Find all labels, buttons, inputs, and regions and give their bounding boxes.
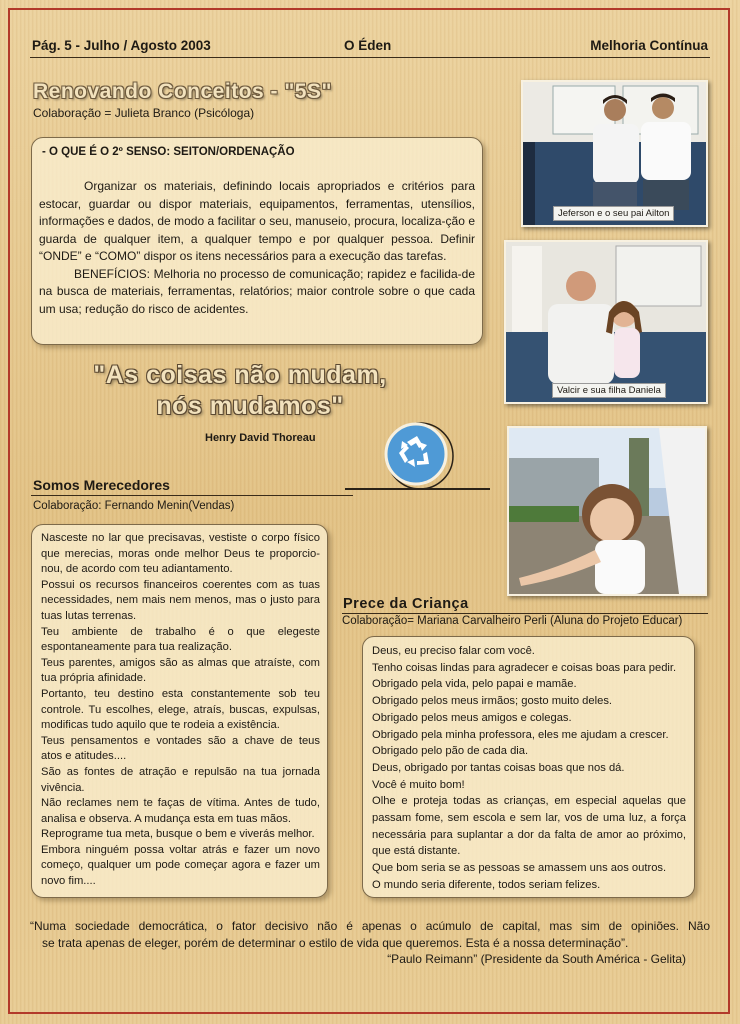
prece-title: Prece da Criança: [343, 596, 469, 612]
seiton-text: [39, 178, 475, 318]
renovando-collab: Colaboração = Julieta Branco (Psicóloga): [33, 106, 255, 120]
header-publication: O Éden: [344, 38, 392, 53]
merecedores-para-6: Teus pensamentos e vontades são a chave de teus atos e atitudes....: [41, 734, 320, 763]
thoreau-author: Henry David Thoreau: [205, 432, 316, 444]
merecedores-rule: [31, 495, 353, 496]
prece-line-7: Obrigado pelo pão de cada dia.: [372, 745, 529, 758]
seiton-box: [31, 137, 483, 345]
prece-text: [372, 643, 686, 894]
merecedores-para-1: Nasceste no lar que precisavas, vestiste o corpo físico que merecias, moras onde melhor Deus te proporcio-nou, de acordo com teu adiantamento.: [41, 532, 320, 576]
thoreau-quote: [40, 360, 440, 422]
header-section: Melhoria Contínua: [590, 38, 708, 53]
renovando-title: Renovando Conceitos - "5S": [33, 80, 332, 103]
footer-quote-line-2: se trata apenas de eleger, porém de determinar o estilo de vida que queremos. Esta é a nossa determinação”.: [42, 935, 629, 950]
prece-line-2: Tenho coisas lindas para agradecer e coisas boas para pedir.: [372, 661, 677, 674]
seiton-para-1: Organizar os materiais, definindo locais apropriados e critérios para estocar, guardar ou dispor materiais, equipamentos, ferramentas, utensílios, informações e dados, de modo a facilitar o seu, manuseio, procura, localiza-ção e guarda de qualquer item, a qualquer tempo e por qualquer pessoa. Definir “ONDE” e “COMO” dispor os itens necessários para a execução das tarefas.: [39, 179, 475, 263]
merecedores-para-8: Não reclames nem te faças de vítima. Antes de tudo, analisa e observa. A mudança esta em tuas mãos.: [41, 797, 320, 825]
merecedores-para-3: Teu ambiente de trabalho é o que elegeste espontaneamente para tua realização.: [41, 625, 320, 654]
photo-jeferson-ailton: [521, 80, 708, 227]
photo-caption-1: Jeferson e o seu pai Ailton: [553, 206, 674, 221]
header-page-info: Pág. 5 - Julho / Agosto 2003: [32, 38, 211, 53]
thoreau-quote-line-2: nós mudamos": [156, 392, 344, 420]
photo-caption-2: Valcir e sua filha Daniela: [552, 383, 666, 398]
merecedores-collab: Colaboração: Fernando Menin(Vendas): [33, 500, 235, 512]
prece-line-6: Obrigado pela minha professora, eles me ajudam a crescer.: [372, 728, 669, 741]
footer-quote-line-1: “Numa sociedade democrática, o fator decisivo não é apenas o acúmulo de capital, mas sim de opiniões. Não: [30, 919, 710, 933]
thoreau-quote-line-1: "As coisas não mudam,: [93, 361, 387, 389]
seiton-para-2: BENEFÍCIOS: Melhoria no processo de comunicação; rapidez e facilida-de na busca de materiais, ferramentas, relatórios; maior controle sobre o que cada um usa; redução do risco de acidentes.: [39, 266, 475, 316]
photo-child: [507, 426, 707, 596]
seiton-title: - O QUE É O 2º SENSO: SEITON/ORDENAÇÃO: [42, 146, 295, 158]
footer-quote: [30, 918, 710, 968]
header-rule: [30, 57, 710, 58]
merecedores-para-2: Possui os recursos financeiros coerentes com as tuas necessidades, nem mais nem menos, mas o justo para tuas lutas terrenas.: [41, 578, 320, 622]
merecedores-para-9: Reprograme tua meta, busque o bem e viverás melhor.: [41, 828, 315, 841]
prece-line-11: Que bom seria se as pessoas se amassem uns aos outros.: [372, 862, 667, 875]
footer-quote-author: “Paulo Reimann” (Presidente da South América - Gelita): [387, 952, 686, 966]
prece-rule: [342, 613, 708, 614]
photo-valcir-daniela: [504, 240, 708, 404]
prece-line-5: Obrigado pelos meus amigos e colegas.: [372, 711, 572, 724]
merecedores-para-7: São as fontes de atração e repulsão na tua jornada vivência.: [41, 765, 320, 794]
merecedores-para-10: Embora ninguém possa voltar atrás e fazer um novo começo, qualquer um pode começar agora e fazer um novo fim....: [41, 843, 320, 888]
merecedores-para-5: Portanto, teu destino esta constantemente sob teu controle. Tu escolhes, elege, atraís, buscas, expulsas, modificas tudo aquilo que te rodeia a existência.: [41, 687, 320, 732]
prece-line-3: Obrigado pela vida, pelo papai e mamãe.: [372, 678, 577, 691]
prece-line-4: Obrigado pelos meus irmãos; gosto muito deles.: [372, 695, 613, 708]
recycle-emblem: [345, 418, 490, 498]
prece-line-8: Deus, obrigado por tantas coisas boas que nos dá.: [372, 761, 625, 774]
prece-line-10: Olhe e proteja todas as crianças, em especial aquelas que passam fome, sem escola e sem lar, vos de uma luz, a força necessária para suplantar a dor da falta de amor ao próximo, que está distante.: [372, 795, 686, 858]
merecedores-box: [31, 524, 328, 898]
prece-line-1: Deus, eu preciso falar com você.: [372, 645, 535, 657]
prece-box: [362, 636, 695, 898]
merecedores-para-4: Teus parentes, amigos são as almas que atraíste, com tua própria afinidade.: [41, 656, 320, 685]
prece-line-12: O mundo seria diferente, todos seriam felizes.: [372, 878, 601, 891]
prece-collab: Colaboração= Mariana Carvalheiro Perli (Aluna do Projeto Educar): [342, 615, 683, 627]
merecedores-text: [41, 531, 320, 890]
merecedores-title: Somos Merecedores: [33, 477, 170, 493]
prece-line-9: Você é muito bom!: [372, 778, 465, 791]
